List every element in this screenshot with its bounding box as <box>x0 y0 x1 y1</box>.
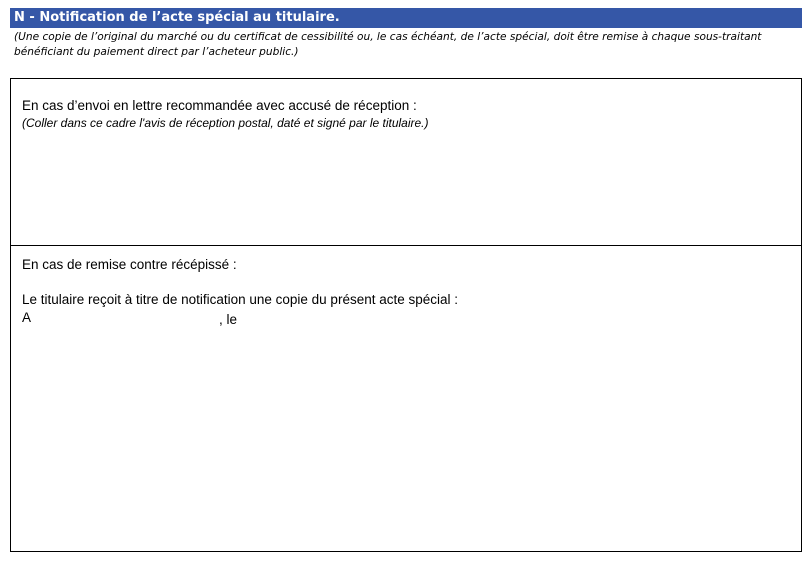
section-title: N - Notification de l’acte spécial au titulaire. <box>10 8 802 28</box>
section-note <box>14 30 806 60</box>
receipt-statement: Le titulaire reçoit à titre de notification une copie du présent acte spécial : <box>22 292 459 307</box>
date-label: , le <box>219 312 238 327</box>
section-note-line-1: (Une copie de l’original du marché ou du certificat de cessibilité ou, le cas échéant, de l’acte spécial, doit être remise à chaque sous-traitant <box>14 31 762 43</box>
place-label: A <box>22 310 32 325</box>
registered-mail-title: En cas d’envoi en lettre recommandée avec accusé de réception : <box>22 98 417 113</box>
notification-frame <box>10 78 802 552</box>
section-note-line-2: bénéficiant du paiement direct par l’acheteur public.) <box>14 46 299 58</box>
receipt-title: En cas de remise contre récépissé : <box>22 257 237 272</box>
frame-divider <box>11 245 801 246</box>
registered-mail-instruction: (Coller dans ce cadre l'avis de réception postal, daté et signé par le titulaire.) <box>22 116 429 130</box>
